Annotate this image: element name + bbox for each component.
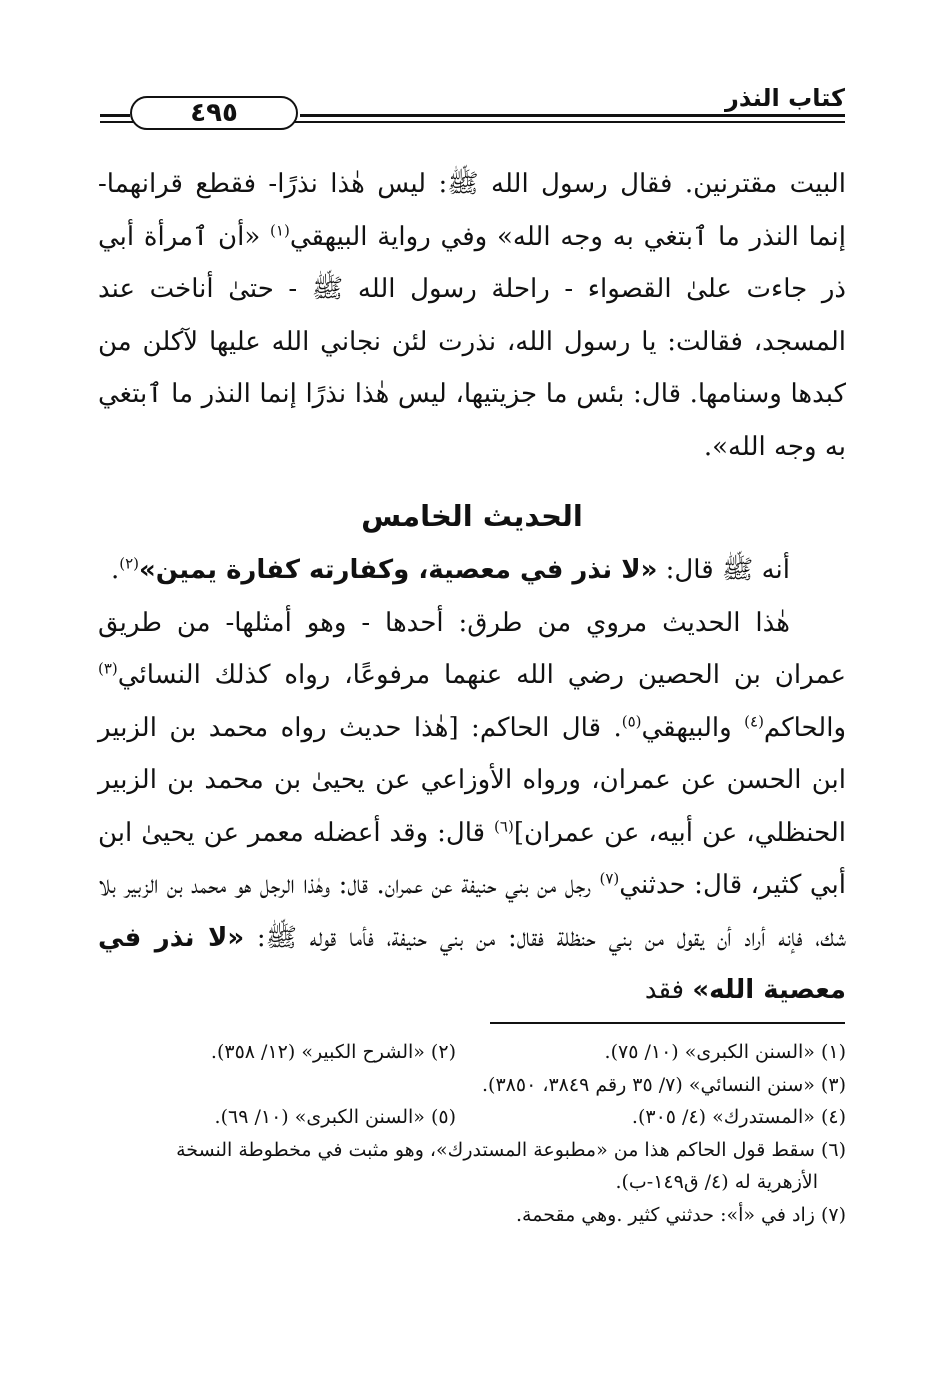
footnote-row xyxy=(98,1036,846,1069)
footnote: (٢) «الشرح الكبير» (١٢/ ٣٥٨). xyxy=(210,1041,456,1063)
commentary-paragraph xyxy=(98,597,846,1017)
running-title: كتاب النذر xyxy=(725,84,845,112)
footnote: (٥) «السنن الكبرى» (١٠/ ٦٩). xyxy=(214,1106,456,1128)
body-text: قال: وقد أعضله معمر عن يحيىٰ ابن أبي كثير، قال: حدثني xyxy=(98,817,846,900)
footnote: (١) «السنن الكبرى» (١٠/ ٧٥). xyxy=(604,1041,846,1063)
footnote-marker: (٢) xyxy=(119,554,140,573)
footnote-marker: (٥) xyxy=(621,711,642,730)
body-text: والحاكم xyxy=(763,712,847,743)
body-text: البيت مقترنين. فقال رسول الله ﷺ: ليس هٰذا نذرًا- فقطع قرانهما- إنما النذر ما ٱبتغي به وجه الله» وفي رواية البيهقي xyxy=(98,169,846,252)
footnotes xyxy=(98,1036,846,1231)
footnote-row xyxy=(98,1069,846,1102)
header-rule xyxy=(300,114,845,117)
footnote: (٤) «المستدرك» (٤/ ٣٠٥). xyxy=(631,1106,846,1128)
body-text: والبيهقي xyxy=(641,712,745,743)
hadith-end: . xyxy=(110,555,120,585)
header-rule xyxy=(100,114,130,117)
section-heading: الحديث الخامس xyxy=(361,499,583,533)
hadith-quote: «لا نذر في معصية الله» xyxy=(98,922,846,1005)
body-paragraph xyxy=(98,158,846,473)
body-text: «أن ٱمرأة أبي ذر جاءت علىٰ القصواء - راحلة رسول الله ﷺ - حتىٰ أناخت عند المسجد، فقالت: يا رسول الله، نذرت لئن نجاني الله عليها لآكلن من كبدها وسنامها. قال: بئس ما جزيتيها، ليس هٰذا نذرًا إنما النذر ما ٱبتغي به وجه الله». xyxy=(98,221,846,462)
body-text: . قال الحاكم: [هٰذا حديث رواه محمد بن الزبير ابن الحسن عن عمران، ورواه الأوزاعي عن يحيىٰ بن محمد بن الزبير الحنظلي، عن أبيه، عن عمران] xyxy=(98,712,846,848)
body-paragraph xyxy=(98,544,846,1017)
footnote-marker: (٦) xyxy=(494,816,514,835)
page-number: ٤٩٥ xyxy=(130,96,298,130)
footnote: (٣) «سنن النسائي» (٧/ ٣٥ رقم ٣٨٤٩، ٣٨٥٠). xyxy=(482,1073,846,1096)
hadith-line xyxy=(98,544,846,597)
footnote: (٦) سقط قول الحاكم هذا من «مطبوعة المستدرك»، وهو مثبت في مخطوطة النسخة xyxy=(176,1138,846,1161)
footnote-row xyxy=(98,1101,846,1134)
footnote-separator xyxy=(490,1022,845,1024)
body-text: هٰذا الحديث مروي من طرق: أحدها - وهو أمثلها- من طريق عمران بن الحصين رضي الله عنهما مرفوعًا، رواه كذلك النسائي xyxy=(98,607,846,690)
hadith-intro: أنه ﷺ قال: xyxy=(657,555,790,585)
footnote-marker: (٣) xyxy=(98,659,118,678)
footnote-continuation: الأزهرية له (٤/ ق١٤٩-ب). xyxy=(615,1171,818,1193)
body-text: رجل من بني حنيفة عن عمران. قال: وهٰذا الرجل هو محمد بن الزبير بلا شك، فإنه أراد أن يقول من بني حنظلة فقال: من بني حنيفة، فأما قوله ﷺ: xyxy=(98,870,846,953)
body-text: فقد xyxy=(644,975,693,1005)
footnote: (٧) زاد في «أ»: حدثني كثير .وهي مقحمة. xyxy=(516,1203,846,1226)
footnote-marker: (١) xyxy=(270,220,290,239)
page-header xyxy=(100,86,845,132)
footnote-marker: (٤) xyxy=(744,711,764,730)
hadith-text: «لا نذر في معصية، وكفارته كفارة يمين» xyxy=(139,555,658,585)
footnote-marker: (٧) xyxy=(599,869,620,888)
